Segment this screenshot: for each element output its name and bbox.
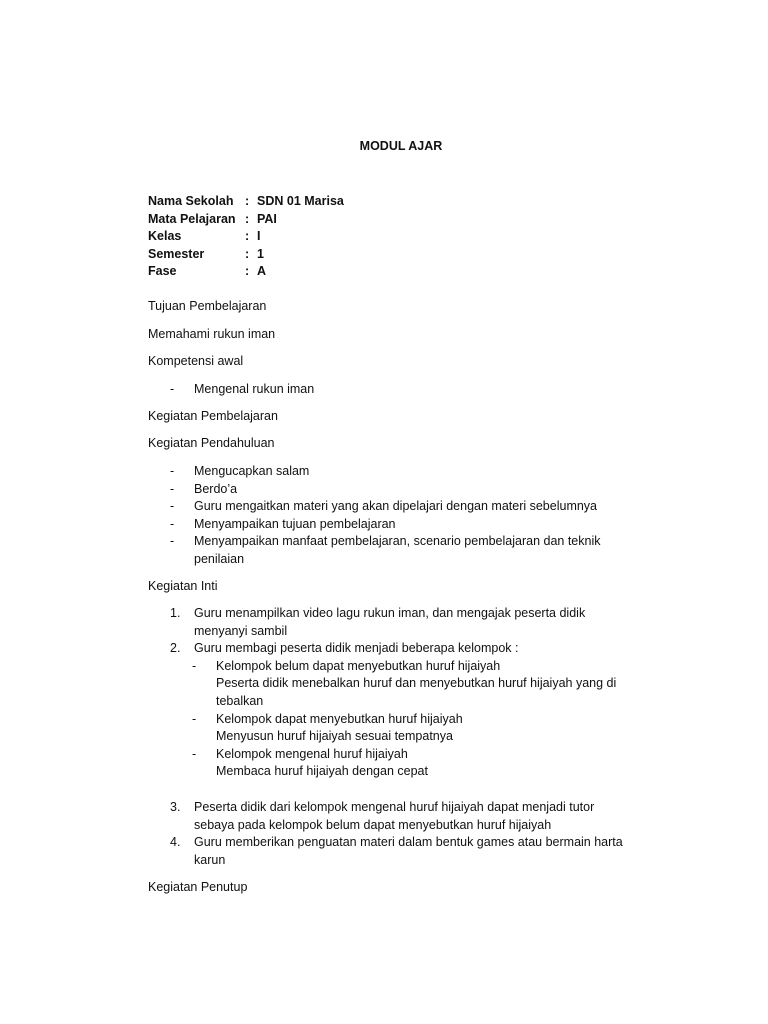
info-value: PAI	[257, 211, 277, 226]
info-row-subject	[148, 211, 344, 229]
list-item-text-continued: penilaian	[194, 551, 245, 566]
list-item	[148, 799, 648, 834]
list-item-text: Guru membagi peserta didik menjadi beberapa kelompok :	[194, 641, 519, 656]
list-item	[148, 498, 648, 516]
info-row-school	[148, 193, 344, 211]
dash-marker: -	[170, 382, 175, 396]
info-colon: :	[245, 211, 250, 226]
group-item	[148, 711, 648, 746]
info-row-class	[148, 228, 344, 246]
list-item	[148, 381, 648, 399]
group-item	[148, 746, 648, 781]
list-item-text: Guru menampilkan video lagu rukun iman, dan mengajak peserta didik	[194, 606, 586, 620]
group-desc-continued: tebalkan	[216, 693, 264, 708]
info-value: I	[257, 229, 261, 244]
info-colon: :	[245, 264, 250, 279]
dash-marker: -	[192, 711, 197, 726]
list-item	[148, 463, 648, 481]
list-item-text-continued: sebaya pada kelompok belum dapat menyebutkan huruf hijaiyah	[194, 817, 552, 832]
tujuan-text: Memahami rukun iman	[148, 327, 276, 341]
number-marker: 1.	[170, 606, 181, 620]
list-item-text: Guru memberikan penguatan materi dalam bentuk games atau bermain harta	[194, 835, 623, 850]
dash-marker: -	[192, 746, 197, 761]
group-desc: Peserta didik menebalkan huruf dan menyebutkan huruf hijaiyah yang di	[216, 676, 617, 691]
info-row-phase	[148, 263, 344, 281]
list-item	[148, 516, 648, 534]
inti-heading: Kegiatan Inti	[148, 579, 218, 593]
dash-marker: -	[170, 499, 175, 514]
list-item	[148, 605, 648, 640]
list-item-text-continued: menyanyi sambil	[194, 623, 288, 638]
group-desc: Membaca huruf hijaiyah dengan cepat	[216, 764, 428, 779]
group-name: Kelompok belum dapat menyebutkan huruf hijaiyah	[216, 658, 501, 673]
dash-marker: -	[170, 534, 175, 549]
inti-list	[148, 605, 648, 781]
dash-marker: -	[170, 516, 175, 531]
dash-marker: -	[192, 658, 197, 673]
list-item	[148, 640, 648, 658]
group-desc: Menyusun huruf hijaiyah sesuai tempatnya	[216, 729, 453, 744]
list-item-text: Mengenal rukun iman	[194, 382, 315, 396]
list-item	[148, 481, 648, 499]
kompetensi-heading: Kompetensi awal	[148, 354, 244, 368]
info-label: Fase	[148, 264, 177, 279]
pendahuluan-list	[148, 463, 648, 569]
info-value: 1	[257, 246, 264, 261]
identity-table	[148, 193, 344, 281]
dash-marker: -	[170, 464, 175, 478]
info-colon: :	[245, 229, 250, 244]
number-marker: 3.	[170, 800, 181, 814]
list-item-text: Berdo’a	[194, 481, 238, 496]
info-row-semester	[148, 246, 344, 264]
group-name: Kelompok dapat menyebutkan huruf hijaiyah	[216, 711, 463, 726]
info-label: Semester	[148, 246, 205, 261]
list-item-text: Menyampaikan tujuan pembelajaran	[194, 516, 396, 531]
list-item-text: Peserta didik dari kelompok mengenal huruf hijaiyah dapat menjadi tutor	[194, 800, 595, 814]
info-label: Nama Sekolah	[148, 194, 234, 208]
info-colon: :	[245, 246, 250, 261]
list-item-text: Mengucapkan salam	[194, 464, 310, 478]
info-label: Kelas	[148, 229, 182, 244]
document-title: MODUL AJAR	[359, 139, 443, 153]
number-marker: 2.	[170, 641, 181, 656]
list-item	[148, 533, 648, 568]
kompetensi-list	[148, 381, 648, 399]
inti-list-continued	[148, 799, 648, 869]
info-colon: :	[245, 194, 250, 208]
tujuan-heading: Tujuan Pembelajaran	[148, 299, 267, 313]
number-marker: 4.	[170, 835, 181, 850]
group-name: Kelompok mengenal huruf hijaiyah	[216, 746, 408, 761]
list-item-text: Guru mengaitkan materi yang akan dipelajari dengan materi sebelumnya	[194, 499, 598, 514]
list-item-text: Menyampaikan manfaat pembelajaran, scenario pembelajaran dan teknik	[194, 534, 601, 549]
list-item	[148, 834, 648, 869]
info-value: A	[257, 264, 267, 279]
kegiatan-heading: Kegiatan Pembelajaran	[148, 409, 278, 423]
list-item-text-continued: karun	[194, 852, 226, 867]
dash-marker: -	[170, 481, 175, 496]
pendahuluan-heading: Kegiatan Pendahuluan	[148, 436, 275, 450]
info-value: SDN 01 Marisa	[257, 194, 344, 208]
group-item	[148, 658, 648, 711]
penutup-heading: Kegiatan Penutup	[148, 880, 248, 894]
info-label: Mata Pelajaran	[148, 211, 236, 226]
